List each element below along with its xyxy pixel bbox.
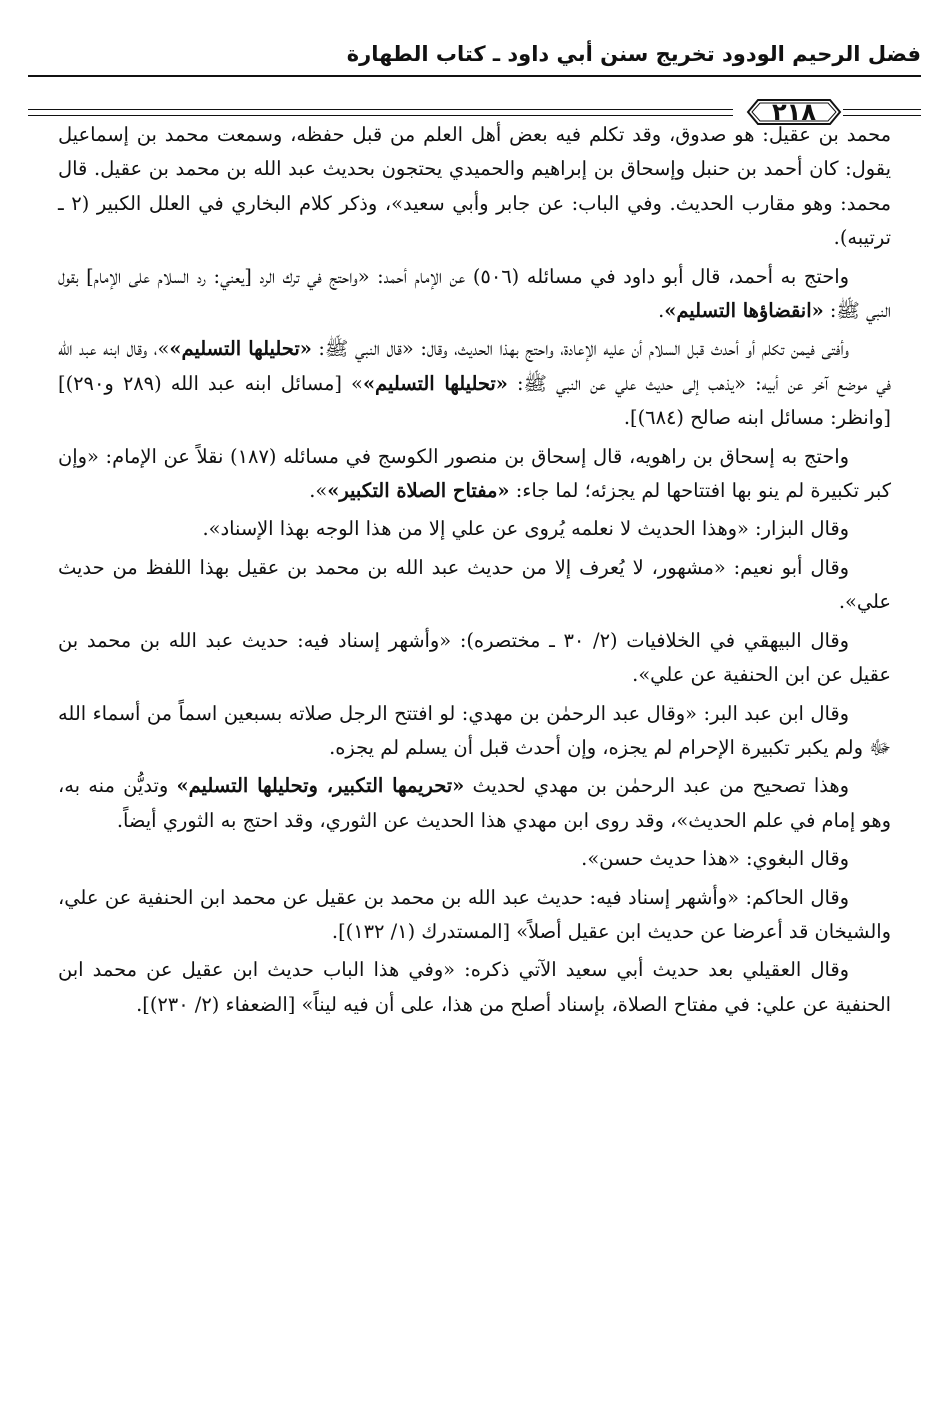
running-title: فضل الرحيم الودود تخريج سنن أبي داود ـ كتاب الطهارة bbox=[346, 42, 921, 66]
paragraph: وقال البيهقي في الخلافيات (٢/ ٣٠ ـ مختصره): «وأشهر إسناد فيه: حديث عبد الله بن محمد بن عقيل عن ابن الحنفية عن علي». bbox=[58, 628, 891, 687]
paragraph: محمد بن عقيل: هو صدوق، وقد تكلم فيه بعض أهل العلم من قبل حفظه، وسمعت محمد بن إسماعيل يقول: كان أحمد بن حنبل وإسحاق بن إبراهيم والحميدي يحتجون بحديث عبد الله بن محمد بن عقيل. قال محمد: وهو مقارب الحديث. وفي الباب: عن جابر وأبي سعيد»، وذكر كلام البخاري في العلل الكبير (٢ ـ ترتيبه). bbox=[58, 123, 891, 250]
hadith-quote: «انقضاؤها التسليم» bbox=[664, 299, 824, 323]
paragraph: وقال البزار: «وهذا الحديث لا نعلمه يُروى عن علي إلا من هذا الوجه بهذا الإسناد». bbox=[202, 517, 849, 541]
paragraph: وقال الحاكم: «وأشهر إسناد فيه: حديث عبد الله بن محمد بن عقيل عن محمد ابن الحنفية عن علي، والشيخان قد أعرضا عن حديث ابن عقيل أصلاً» [المستدرك (١/ ١٣٢)]. bbox=[58, 885, 891, 943]
hadith-quote: «مفتاح الصلاة التكبير» bbox=[327, 479, 510, 503]
paragraph: وقال البغوي: «هذا حديث حسن». bbox=[581, 847, 849, 871]
hadith-quote: «تحليلها التسليم» bbox=[169, 337, 312, 361]
paragraph: وقال ابن عبد البر: «وقال عبد الرحمٰن بن مهدي: لو افتتح الرجل صلاته بسبعين اسماً من أسماء الله ﷻ ولم يكبر تكبيرة الإحرام لم يجزه، وإن أحدث قبل أن يسلم لم يجزه. bbox=[58, 701, 891, 759]
paragraph: وقال العقيلي بعد حديث أبي سعيد الآتي ذكره: «وفي هذا الباب حديث ابن عقيل عن محمد ابن الحنفية عن علي: في مفتاح الصلاة، بإسناد أصلح من هذا، على أن فيه ليناً» [الضعفاء (٢/ ٢٣٠)]. bbox=[58, 958, 891, 1016]
paragraph: وقال أبو نعيم: «مشهور، لا يُعرف إلا من حديث عبد الله بن محمد بن عقيل بهذا اللفظ من حديث علي». bbox=[58, 555, 891, 614]
paragraph: واحتج به أحمد، قال أبو داود في مسائله (٥٠٦) عن الإمام أحمد: «واحتج في ترك الرد [يعني: رد السلام على الإمام] بقول النبي ﷺ: «انقضاؤها التسليم». bbox=[58, 264, 891, 323]
header-double-rule-right bbox=[843, 109, 921, 116]
hadith-quote: «تحليلها التسليم» bbox=[362, 371, 508, 395]
page-number: ٢١٨ bbox=[772, 98, 816, 126]
hadith-quote: «تحريمها التكبير، وتحليلها التسليم» bbox=[176, 774, 465, 798]
paragraph: واحتج به إسحاق بن راهويه، قال إسحاق بن منصور الكوسج في مسائله (١٨٧) نقلاً عن الإمام: «وإن كبر تكبيرة لم ينو بها افتتاحها لم يجزئه؛ لما جاء: «مفتاح الصلاة التكبير»». bbox=[58, 444, 891, 503]
main-text bbox=[58, 118, 891, 1026]
header-rule bbox=[28, 75, 921, 77]
header-double-rule-left bbox=[28, 109, 733, 116]
paragraph: وهذا تصحيح من عبد الرحمٰن بن مهدي لحديث «تحريمها التكبير، وتحليلها التسليم» وتديُّن منه به، وهو إمام في علم الحديث»، وقد روى ابن مهدي هذا الحديث عن الثوري، وقد احتج به الثوري أيضاً. bbox=[58, 774, 891, 832]
paragraph: وأفتى فيمن تكلم أو أحدث قبل السلام أن عليه الإعادة، واحتج بهذا الحديث، وقال: «قال النبي ﷺ: «تحليلها التسليم»»، وقال ابنه عبد الله في موضع آخر عن أبيه: «يذهب إلى حديث علي عن النبي ﷺ: «تحليلها التسليم»» [مسائل ابنه عبد الله (٢٨٩ و٢٩٠)] [وانظر: مسائل ابنه صالح (٦٨٤)]. bbox=[58, 337, 892, 430]
